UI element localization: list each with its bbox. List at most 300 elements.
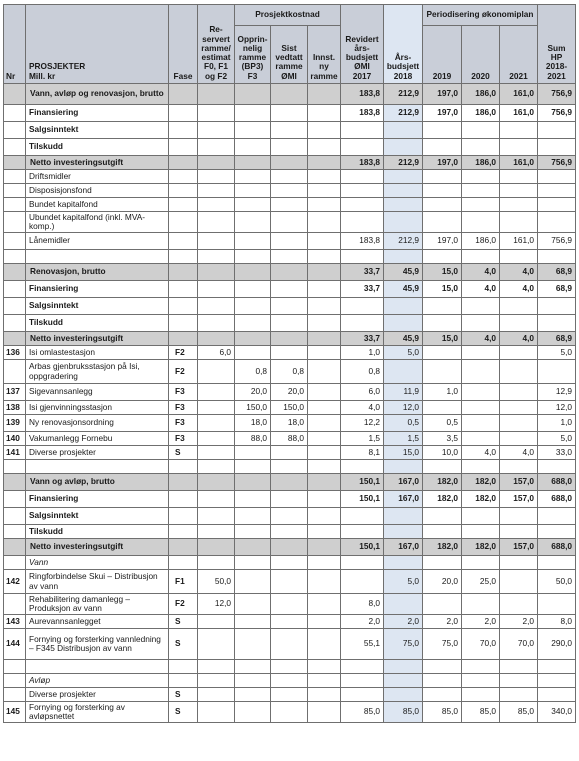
cell-sist-vedtatt [271, 264, 308, 281]
cell-2021 [500, 198, 538, 212]
cell-innst-ny [308, 401, 341, 415]
cell-2019: 10,0 [423, 446, 462, 460]
cell-2020: 70,0 [462, 629, 500, 660]
cell-sum-hp: 68,9 [538, 332, 576, 346]
cell-reservert [198, 415, 235, 432]
table-row [4, 401, 576, 415]
cell-2021 [500, 432, 538, 446]
cell-project-name: Diverse prosjekter [26, 688, 169, 702]
cell-project-name: Lånemidler [26, 233, 169, 250]
cell-project-name: Salgsinntekt [26, 122, 169, 139]
cell-innst-ny [308, 233, 341, 250]
cell-2020: 4,0 [462, 281, 500, 298]
cell-2020 [462, 460, 500, 474]
cell-innst-ny [308, 122, 341, 139]
cell-innst-ny [308, 346, 341, 360]
cell-project-name [26, 250, 169, 264]
cell-reservert [198, 156, 235, 170]
cell-2020: 85,0 [462, 702, 500, 723]
cell-fase [169, 556, 198, 570]
cell-2020 [462, 401, 500, 415]
cell-innst-ny [308, 432, 341, 446]
cell-revidert-2017: 55,1 [341, 629, 384, 660]
cell-sist-vedtatt [271, 315, 308, 332]
cell-innst-ny [308, 556, 341, 570]
cell-revidert-2017 [341, 688, 384, 702]
cell-opprinnelig [235, 233, 271, 250]
cell-nr [4, 594, 26, 615]
cell-fase [169, 233, 198, 250]
cell-project-name: Fornying og forsterking vannledning – F345 Distribusjon av vann [26, 629, 169, 660]
table-row [4, 432, 576, 446]
cell-nr [4, 360, 26, 384]
table-row [4, 660, 576, 674]
table-container [3, 4, 576, 723]
cell-fase [169, 122, 198, 139]
cell-sum-hp: 12,9 [538, 384, 576, 401]
cell-nr: 136 [4, 346, 26, 360]
cell-project-name: Netto investeringsutgift [26, 156, 169, 170]
cell-opprinnelig: 18,0 [235, 415, 271, 432]
cell-innst-ny [308, 491, 341, 508]
header-nr: Nr [4, 5, 26, 84]
cell-project-name: Vann og avløp, brutto [26, 474, 169, 491]
cell-arsbudsjett-2018 [384, 139, 423, 156]
cell-innst-ny [308, 525, 341, 539]
cell-sum-hp: 1,0 [538, 415, 576, 432]
cell-revidert-2017: 8,0 [341, 594, 384, 615]
cell-nr [4, 212, 26, 233]
cell-2021: 157,0 [500, 539, 538, 556]
cell-nr [4, 250, 26, 264]
cell-fase [169, 198, 198, 212]
cell-revidert-2017: 0,8 [341, 360, 384, 384]
cell-project-name [26, 660, 169, 674]
cell-sum-hp [538, 212, 576, 233]
cell-nr [4, 525, 26, 539]
cell-fase: F3 [169, 384, 198, 401]
cell-nr: 137 [4, 384, 26, 401]
table-row [4, 298, 576, 315]
cell-innst-ny [308, 156, 341, 170]
cell-2019 [423, 401, 462, 415]
cell-2019: 3,5 [423, 432, 462, 446]
cell-2019 [423, 139, 462, 156]
cell-revidert-2017: 33,7 [341, 281, 384, 298]
cell-sist-vedtatt [271, 539, 308, 556]
cell-arsbudsjett-2018 [384, 212, 423, 233]
cell-2021 [500, 184, 538, 198]
cell-opprinnelig: 88,0 [235, 432, 271, 446]
cell-2019 [423, 346, 462, 360]
cell-2021 [500, 570, 538, 594]
cell-innst-ny [308, 298, 341, 315]
cell-nr [4, 556, 26, 570]
cell-reservert [198, 525, 235, 539]
cell-revidert-2017 [341, 556, 384, 570]
cell-revidert-2017: 1,5 [341, 432, 384, 446]
table-row [4, 170, 576, 184]
cell-innst-ny [308, 84, 341, 105]
cell-reservert [198, 298, 235, 315]
cell-2021 [500, 360, 538, 384]
cell-reservert [198, 474, 235, 491]
cell-2021 [500, 556, 538, 570]
cell-2021: 161,0 [500, 84, 538, 105]
cell-sum-hp [538, 525, 576, 539]
cell-reservert [198, 539, 235, 556]
cell-revidert-2017: 1,0 [341, 346, 384, 360]
header-2021: 2021 [500, 26, 538, 84]
cell-revidert-2017: 2,0 [341, 615, 384, 629]
cell-sum-hp [538, 660, 576, 674]
cell-2021 [500, 122, 538, 139]
header-2019: 2019 [423, 26, 462, 84]
cell-revidert-2017 [341, 170, 384, 184]
cell-project-name: Salgsinntekt [26, 298, 169, 315]
cell-sum-hp: 68,9 [538, 281, 576, 298]
cell-nr: 138 [4, 401, 26, 415]
cell-nr: 140 [4, 432, 26, 446]
cell-fase [169, 212, 198, 233]
cell-sum-hp [538, 170, 576, 184]
cell-sist-vedtatt [271, 615, 308, 629]
cell-arsbudsjett-2018: 212,9 [384, 156, 423, 170]
cell-revidert-2017: 183,8 [341, 233, 384, 250]
cell-arsbudsjett-2018 [384, 298, 423, 315]
cell-sum-hp [538, 594, 576, 615]
cell-project-name: Bundet kapitalfond [26, 198, 169, 212]
cell-fase [169, 508, 198, 525]
table-row [4, 539, 576, 556]
cell-sum-hp [538, 508, 576, 525]
cell-2019 [423, 360, 462, 384]
cell-fase: F3 [169, 401, 198, 415]
cell-opprinnelig [235, 525, 271, 539]
table-row [4, 629, 576, 660]
cell-revidert-2017 [341, 250, 384, 264]
cell-sum-hp: 50,0 [538, 570, 576, 594]
cell-fase [169, 139, 198, 156]
cell-project-name: Finansiering [26, 281, 169, 298]
cell-sist-vedtatt [271, 250, 308, 264]
table-row [4, 156, 576, 170]
cell-reservert [198, 615, 235, 629]
cell-2021: 4,0 [500, 332, 538, 346]
cell-2021 [500, 525, 538, 539]
table-row [4, 556, 576, 570]
cell-sum-hp [538, 315, 576, 332]
cell-project-name: Avløp [26, 674, 169, 688]
cell-2019 [423, 198, 462, 212]
cell-fase [169, 660, 198, 674]
cell-2019 [423, 170, 462, 184]
cell-nr [4, 460, 26, 474]
cell-sist-vedtatt [271, 198, 308, 212]
cell-2019: 75,0 [423, 629, 462, 660]
cell-arsbudsjett-2018 [384, 525, 423, 539]
cell-project-name: Tilskudd [26, 139, 169, 156]
cell-2021: 4,0 [500, 281, 538, 298]
cell-2020 [462, 688, 500, 702]
cell-arsbudsjett-2018 [384, 460, 423, 474]
cell-revidert-2017 [341, 122, 384, 139]
cell-2021 [500, 660, 538, 674]
header-sist-vedtatt: Sist vedtatt ramme ØMI [271, 26, 308, 84]
cell-2020 [462, 384, 500, 401]
cell-project-name: Rehabilitering damanlegg – Produksjon av vann [26, 594, 169, 615]
cell-project-name: Isi gjenvinningsstasjon [26, 401, 169, 415]
cell-sist-vedtatt: 18,0 [271, 415, 308, 432]
table-row [4, 460, 576, 474]
cell-2019: 197,0 [423, 233, 462, 250]
cell-arsbudsjett-2018: 0,5 [384, 415, 423, 432]
cell-innst-ny [308, 281, 341, 298]
cell-nr [4, 105, 26, 122]
cell-2021 [500, 415, 538, 432]
cell-2020 [462, 170, 500, 184]
table-row [4, 105, 576, 122]
cell-2019 [423, 460, 462, 474]
cell-sum-hp [538, 139, 576, 156]
cell-arsbudsjett-2018: 15,0 [384, 446, 423, 460]
cell-2021 [500, 460, 538, 474]
cell-arsbudsjett-2018: 85,0 [384, 702, 423, 723]
cell-sum-hp [538, 688, 576, 702]
cell-sum-hp: 688,0 [538, 491, 576, 508]
cell-reservert [198, 401, 235, 415]
cell-2021 [500, 384, 538, 401]
cell-sum-hp [538, 674, 576, 688]
cell-2021: 157,0 [500, 474, 538, 491]
cell-sum-hp: 688,0 [538, 539, 576, 556]
cell-sist-vedtatt [271, 460, 308, 474]
cell-2019 [423, 298, 462, 315]
cell-arsbudsjett-2018 [384, 594, 423, 615]
cell-revidert-2017 [341, 674, 384, 688]
header-prosjektkostnad: Prosjektkostnad [235, 5, 341, 26]
cell-opprinnelig [235, 702, 271, 723]
cell-revidert-2017 [341, 298, 384, 315]
table-row [4, 84, 576, 105]
table-row [4, 674, 576, 688]
cell-arsbudsjett-2018: 212,9 [384, 233, 423, 250]
cell-sist-vedtatt [271, 184, 308, 198]
cell-2020 [462, 660, 500, 674]
cell-2020: 182,0 [462, 539, 500, 556]
cell-2021: 157,0 [500, 491, 538, 508]
cell-reservert: 12,0 [198, 594, 235, 615]
table-row [4, 688, 576, 702]
cell-2019: 197,0 [423, 105, 462, 122]
cell-2020 [462, 212, 500, 233]
cell-nr: 145 [4, 702, 26, 723]
cell-2019 [423, 688, 462, 702]
cell-sist-vedtatt [271, 332, 308, 346]
cell-reservert [198, 264, 235, 281]
header-arsbudsjett: Års- budsjett 2018 [384, 5, 423, 84]
cell-arsbudsjett-2018: 167,0 [384, 491, 423, 508]
cell-revidert-2017: 150,1 [341, 491, 384, 508]
cell-sum-hp: 756,9 [538, 233, 576, 250]
cell-arsbudsjett-2018: 1,5 [384, 432, 423, 446]
cell-fase [169, 170, 198, 184]
cell-fase [169, 264, 198, 281]
cell-opprinnelig [235, 198, 271, 212]
cell-2020 [462, 415, 500, 432]
cell-innst-ny [308, 360, 341, 384]
cell-opprinnelig [235, 105, 271, 122]
cell-project-name: Ubundet kapitalfond (inkl. MVA-komp.) [26, 212, 169, 233]
cell-reservert [198, 332, 235, 346]
cell-2019: 15,0 [423, 281, 462, 298]
cell-nr [4, 508, 26, 525]
table-row [4, 508, 576, 525]
cell-project-name: Tilskudd [26, 315, 169, 332]
cell-2019 [423, 250, 462, 264]
cell-project-name: Ny renovasjonsordning [26, 415, 169, 432]
table-row [4, 615, 576, 629]
cell-sum-hp: 8,0 [538, 615, 576, 629]
cell-2020 [462, 508, 500, 525]
cell-2021 [500, 346, 538, 360]
cell-opprinnelig [235, 460, 271, 474]
cell-fase: F1 [169, 570, 198, 594]
cell-2020: 182,0 [462, 491, 500, 508]
cell-fase: F2 [169, 594, 198, 615]
cell-project-name: Isi omlastestasjon [26, 346, 169, 360]
cell-innst-ny [308, 212, 341, 233]
cell-fase: S [169, 615, 198, 629]
cell-opprinnelig [235, 298, 271, 315]
cell-innst-ny [308, 446, 341, 460]
cell-opprinnelig [235, 594, 271, 615]
cell-2020 [462, 594, 500, 615]
cell-reservert [198, 432, 235, 446]
table-row [4, 184, 576, 198]
cell-sum-hp [538, 122, 576, 139]
cell-fase [169, 460, 198, 474]
cell-reservert [198, 360, 235, 384]
cell-2019: 20,0 [423, 570, 462, 594]
cell-reservert [198, 508, 235, 525]
cell-project-name: Disposisjonsfond [26, 184, 169, 198]
table-row [4, 139, 576, 156]
cell-innst-ny [308, 384, 341, 401]
cell-sist-vedtatt [271, 122, 308, 139]
cell-arsbudsjett-2018: 45,9 [384, 281, 423, 298]
header-innst-ny: Innst. ny ramme [308, 26, 341, 84]
cell-arsbudsjett-2018: 212,9 [384, 105, 423, 122]
cell-innst-ny [308, 570, 341, 594]
cell-nr: 142 [4, 570, 26, 594]
cell-innst-ny [308, 264, 341, 281]
table-body [4, 84, 576, 723]
cell-project-name: Diverse prosjekter [26, 446, 169, 460]
cell-fase: S [169, 702, 198, 723]
table-row [4, 250, 576, 264]
cell-innst-ny [308, 629, 341, 660]
cell-2019 [423, 674, 462, 688]
cell-arsbudsjett-2018: 12,0 [384, 401, 423, 415]
cell-arsbudsjett-2018 [384, 674, 423, 688]
cell-2019: 182,0 [423, 491, 462, 508]
table-row [4, 474, 576, 491]
cell-opprinnelig [235, 212, 271, 233]
cell-sist-vedtatt [271, 212, 308, 233]
cell-arsbudsjett-2018 [384, 250, 423, 264]
cell-2020 [462, 346, 500, 360]
table-row [4, 332, 576, 346]
cell-nr [4, 233, 26, 250]
cell-project-name: Vakumanlegg Fornebu [26, 432, 169, 446]
cell-reservert [198, 384, 235, 401]
cell-innst-ny [308, 184, 341, 198]
cell-fase [169, 156, 198, 170]
cell-reservert [198, 688, 235, 702]
cell-project-name: Ringforbindelse Skui – Distribusjon av vann [26, 570, 169, 594]
cell-reservert [198, 122, 235, 139]
table-row [4, 198, 576, 212]
cell-2021 [500, 170, 538, 184]
cell-project-name: Tilskudd [26, 525, 169, 539]
cell-revidert-2017 [341, 139, 384, 156]
cell-project-name: Finansiering [26, 105, 169, 122]
cell-2021 [500, 139, 538, 156]
cell-opprinnelig [235, 315, 271, 332]
cell-opprinnelig [235, 629, 271, 660]
header-reservert: Re- servert ramme/ estimat F0, F1 og F2 [198, 5, 235, 84]
cell-sist-vedtatt [271, 556, 308, 570]
cell-nr [4, 332, 26, 346]
cell-opprinnelig [235, 660, 271, 674]
cell-sist-vedtatt [271, 674, 308, 688]
cell-sum-hp: 12,0 [538, 401, 576, 415]
cell-fase [169, 281, 198, 298]
cell-arsbudsjett-2018: 11,9 [384, 384, 423, 401]
cell-sist-vedtatt [271, 281, 308, 298]
cell-nr [4, 298, 26, 315]
cell-project-name: Arbas gjenbruksstasjon på Isi, oppgradering [26, 360, 169, 384]
table-row [4, 384, 576, 401]
cell-sum-hp: 290,0 [538, 629, 576, 660]
cell-2020: 25,0 [462, 570, 500, 594]
cell-innst-ny [308, 660, 341, 674]
cell-arsbudsjett-2018 [384, 688, 423, 702]
table-row [4, 281, 576, 298]
cell-nr [4, 184, 26, 198]
cell-2021: 4,0 [500, 446, 538, 460]
cell-2020 [462, 184, 500, 198]
cell-2020: 186,0 [462, 156, 500, 170]
cell-2019 [423, 556, 462, 570]
cell-fase [169, 491, 198, 508]
cell-revidert-2017: 6,0 [341, 384, 384, 401]
table-row [4, 594, 576, 615]
cell-sist-vedtatt: 20,0 [271, 384, 308, 401]
cell-fase [169, 250, 198, 264]
cell-sist-vedtatt [271, 298, 308, 315]
cell-opprinnelig [235, 570, 271, 594]
cell-sist-vedtatt [271, 446, 308, 460]
cell-fase [169, 105, 198, 122]
cell-nr [4, 688, 26, 702]
cell-revidert-2017 [341, 660, 384, 674]
cell-project-name: Aurevannsanlegget [26, 615, 169, 629]
cell-2019 [423, 525, 462, 539]
cell-innst-ny [308, 315, 341, 332]
cell-2020 [462, 674, 500, 688]
